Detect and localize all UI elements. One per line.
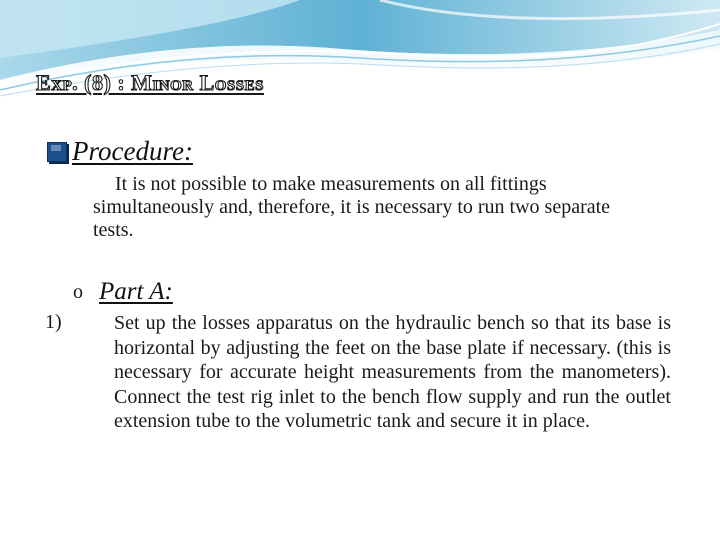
step-text: Set up the losses apparatus on the hydraulic bench so that its base is horizontal by adjusting the feet on the base plate if necessary. (this is necessary for accurate height measurements from the manometers). Connect the test rig inlet to the bench flow supply and run the outlet extension tube to the volumetric tank and secure it in place.: [114, 312, 671, 433]
slide-title: Exp. (8) : Minor Losses: [36, 70, 264, 95]
procedure-intro: It is not possible to make measurements on all fittings simultaneously and, therefore, it is necessary to run two separate tests.: [93, 173, 611, 241]
procedure-heading: Procedure:: [72, 136, 193, 166]
square-bullet-icon: [47, 142, 67, 162]
decorative-wave-header: [0, 0, 720, 120]
step-number: 1): [45, 311, 62, 333]
circle-bullet-icon: o: [73, 281, 83, 303]
part-a-heading: Part A:: [99, 278, 173, 305]
